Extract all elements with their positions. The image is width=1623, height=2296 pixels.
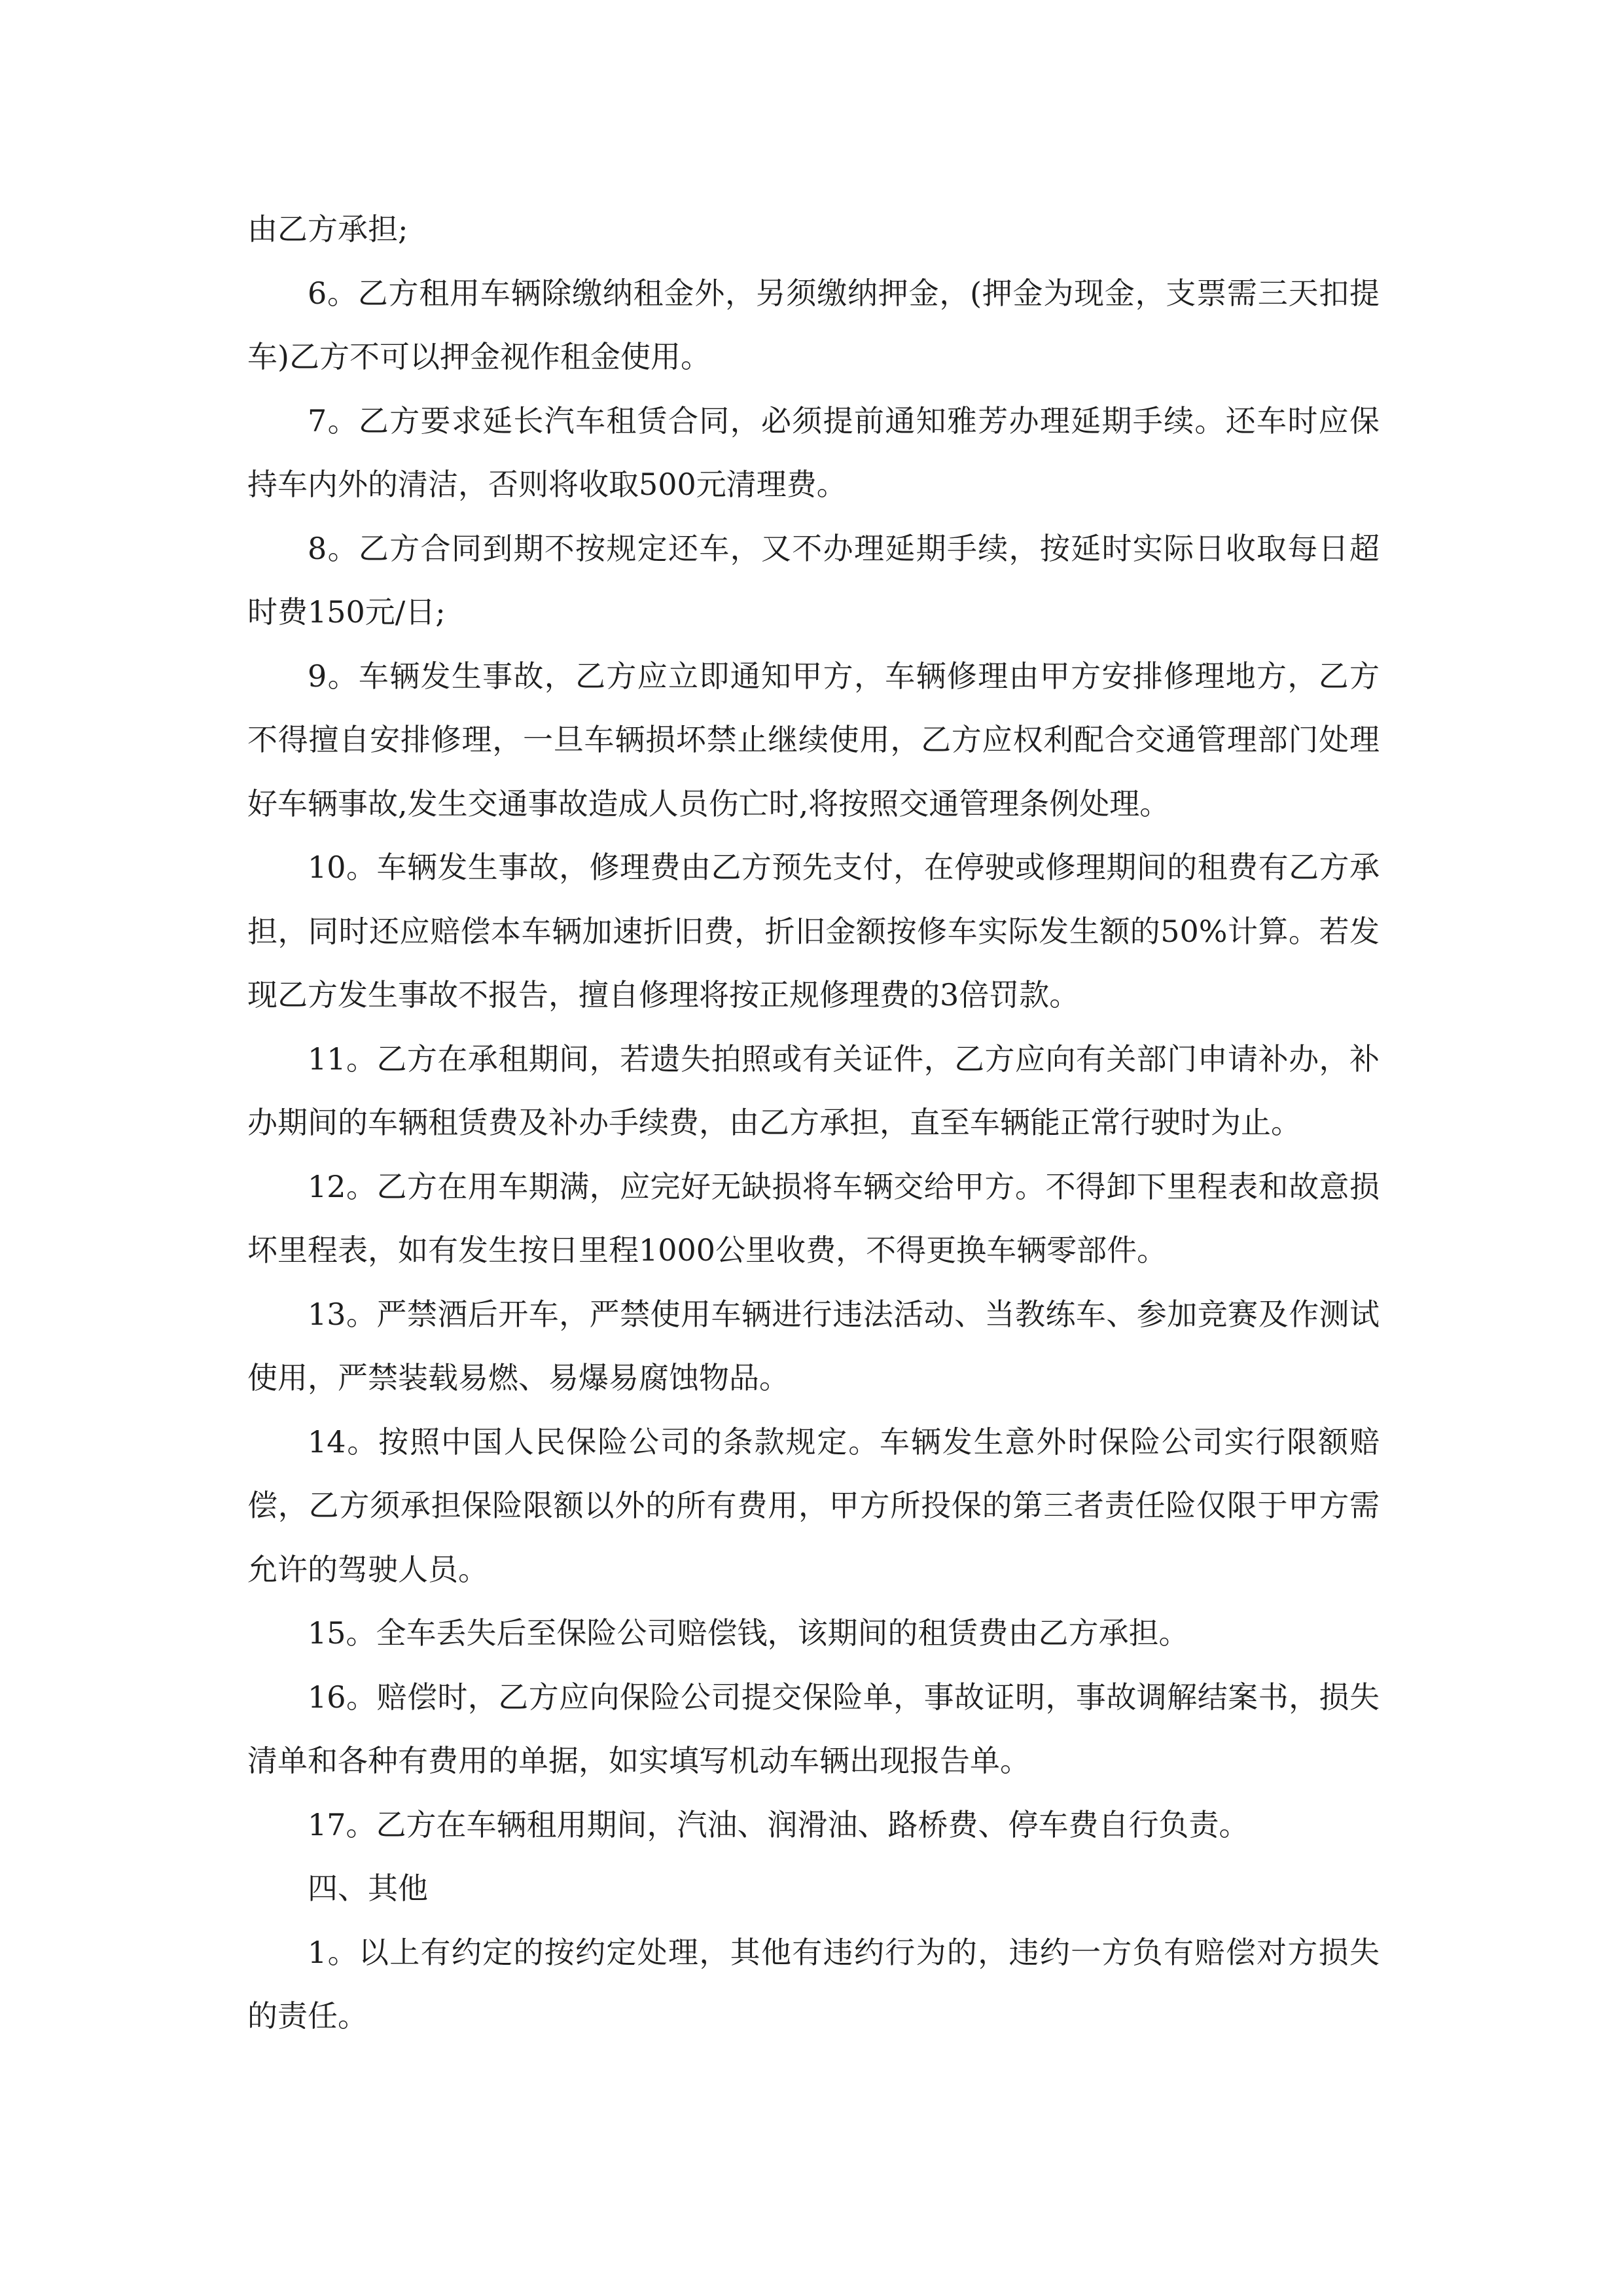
clause-10: 10。车辆发生事故，修理费由乙方预先支付，在停驶或修理期间的租费有乙方承担，同时还应赔偿本车辆加速折旧费，折旧金额按修车实际发生额的50%计算。若发现乙方发生事故不报告，擅自修理将按正规修理费的3倍罚款。 bbox=[247, 850, 1380, 1013]
clause-8: 8。乙方合同到期不按规定还车，又不办理延期手续，按延时实际日收取每日超时费150元/日; bbox=[247, 530, 1380, 630]
clause-14: 14。按照中国人民保险公司的条款规定。车辆发生意外时保险公司实行限额赔偿，乙方须承担保险限额以外的所有费用，甲方所投保的第三者责任险仅限于甲方需允许的驾驶人员。 bbox=[247, 1424, 1380, 1587]
paragraph-continued: 由乙方承担; bbox=[247, 211, 408, 247]
clause-13: 13。严禁酒后开车，严禁使用车辆进行违法活动、当教练车、参加竞赛及作测试使用，严禁装载易燃、易爆易腐蚀物品。 bbox=[247, 1296, 1380, 1395]
clause-12: 12。乙方在用车期满，应完好无缺损将车辆交给甲方。不得卸下里程表和故意损坏里程表，如有发生按日里程1000公里收费，不得更换车辆零部件。 bbox=[247, 1168, 1380, 1268]
document-body bbox=[247, 198, 1380, 2049]
clause-16: 16。赔偿时，乙方应向保险公司提交保险单，事故证明，事故调解结案书，损失清单和各种有费用的单据，如实填写机动车辆出现报告单。 bbox=[247, 1679, 1380, 1778]
clause-17: 17。乙方在车辆租用期间，汽油、润滑油、路桥费、停车费自行负责。 bbox=[308, 1806, 1249, 1842]
clause-7: 7。乙方要求延长汽车租赁合同，必须提前通知雅芳办理延期手续。还车时应保持车内外的清洁，否则将收取500元清理费。 bbox=[247, 403, 1380, 502]
clause-6: 6。乙方租用车辆除缴纳租金外，另须缴纳押金，(押金为现金，支票需三天扣提车)乙方不可以押金视作租金使用。 bbox=[247, 275, 1380, 374]
clause-15: 15。全车丢失后至保险公司赔偿钱，该期间的租赁费由乙方承担。 bbox=[308, 1615, 1189, 1651]
clause-11: 11。乙方在承租期间，若遗失拍照或有关证件，乙方应向有关部门申请补办，补办期间的车辆租赁费及补办手续费，由乙方承担，直至车辆能正常行驶时为止。 bbox=[247, 1041, 1380, 1140]
section-heading-other: 四、其他 bbox=[308, 1871, 428, 1906]
clause-9: 9。车辆发生事故，乙方应立即通知甲方，车辆修理由甲方安排修理地方，乙方不得擅自安排修理，一旦车辆损坏禁止继续使用，乙方应权利配合交通管理部门处理好车辆事故,发生交通事故造成人员伤亡时,将按照交通管理条例处理。 bbox=[247, 658, 1380, 821]
other-clause-1: 1。以上有约定的按约定处理，其他有违约行为的，违约一方负有赔偿对方损失的责任。 bbox=[247, 1934, 1380, 2034]
